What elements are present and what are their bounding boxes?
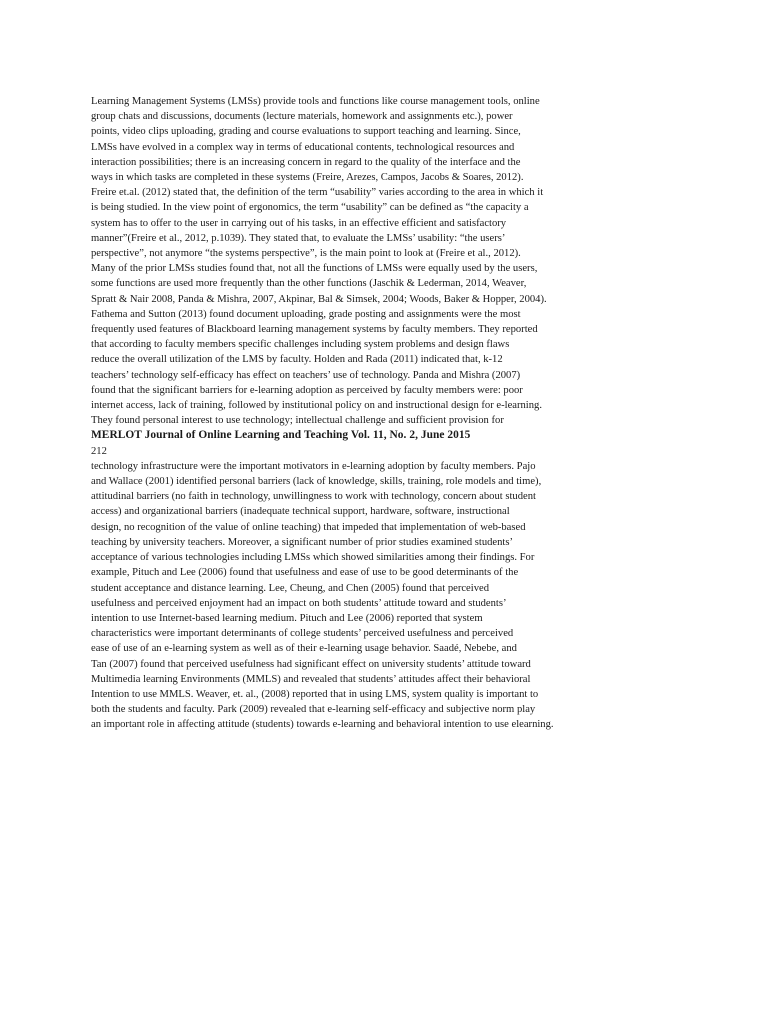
text-line: system has to offer to the user in carrying out of his tasks, in an effective efficient and satisfactory [91,217,507,229]
text-line: usefulness and perceived enjoyment had an impact on both students’ attitude toward and students’ [91,597,507,609]
text-line: internet access, lack of training, followed by institutional policy on and instructional design for e-learning. [91,400,542,412]
paragraph-block-1 [91,94,651,428]
text-line: and Wallace (2001) identified personal barriers (lack of knowledge, skills, training, role models and time), [91,476,542,488]
text-line: They found personal interest to use technology; intellectual challenge and sufficient provision for [91,415,504,427]
text-line: group chats and discussions, documents (lecture materials, homework and assignments etc.), power [91,111,513,123]
text-line: Freire et.al. (2012) stated that, the definition of the term “usability” varies according to the area in which it [91,187,544,199]
text-line: is being studied. In the view point of ergonomics, the term “usability” can be defined as “the capacity a [91,202,529,214]
text-line: perspective”, not anymore “the systems perspective”, is the main point to look at (Freire et al., 2012). [91,248,521,260]
text-line: teachers’ technology self-efficacy has effect on teachers’ use of technology. Panda and Mishra (2007) [91,369,521,381]
text-line: Learning Management Systems (LMSs) provide tools and functions like course management tools, online [91,96,540,107]
text-line: Spratt & Nair 2008, Panda & Mishra, 2007, Akpinar, Bal & Simsek, 2004; Woods, Baker & Hopper, 2004). [91,293,547,305]
text-line: design, no recognition of the value of online teaching) that impeded that implementation of web-based [91,521,526,533]
text-line: Intention to use MMLS. Weaver, et. al., (2008) reported that in using LMS, system quality is important to [91,688,539,700]
text-line: ease of use of an e-learning system as well as of their e-learning usage behavior. Saadé, Nebebe, and [91,643,517,655]
text-line: found that the significant barriers for e-learning adoption as perceived by faculty members were: poor [91,384,523,396]
text-line: manner”(Freire et al., 2012, p.1039). They stated that, to evaluate the LMSs’ usability: “the users’ [91,232,506,244]
text-line: attitudinal barriers (no faith in technology, unwillingness to work with technology, concern about student [91,491,536,503]
text-line: ways in which tasks are completed in these systems (Freire, Arezes, Campos, Jacobs & Soares, 2012). [91,172,524,184]
text-line: Fathema and Sutton (2013) found document uploading, grade posting and assignments were the most [91,308,521,320]
text-line: technology infrastructure were the important motivators in e-learning adoption by faculty members. Pajo [91,460,536,472]
text-line: characteristics were important determinants of college students’ perceived usefulness and perceived [91,628,514,640]
text-line: interaction possibilities; there is an increasing concern in regard to the quality of the interface and the [91,156,521,168]
document-page [91,94,651,733]
text-line: that according to faculty members specific challenges including system problems and design flaws [91,339,510,351]
text-line: Tan (2007) found that perceived usefulness had significant effect on university students’ attitude toward [91,658,531,670]
text-line: Multimedia learning Environments (MMLS) and revealed that students’ attitudes affect their behavioral [91,673,531,685]
text-line: intention to use Internet-based learning medium. Pituch and Lee (2006) reported that system [91,612,483,624]
page-number: 212 [91,445,107,457]
text-line: acceptance of various technologies including LMSs which showed similarities among their findings. For [91,552,535,564]
text-line: LMSs have evolved in a complex way in terms of educational contents, technological resources and [91,141,515,153]
text-line: both the students and faculty. Park (2009) revealed that e-learning self-efficacy and subjective norm play [91,704,536,716]
text-line: an important role in affecting attitude (students) towards e-learning and behavioral intention to use elearning. [91,719,554,731]
text-line: points, video clips uploading, grading and course evaluations to support teaching and learning. Since, [91,126,521,138]
text-line: teaching by university teachers. Moreover, a significant number of prior studies examined students’ [91,536,514,548]
text-line: Many of the prior LMSs studies found that, not all the functions of LMSs were equally used by the users, [91,263,538,275]
text-line: frequently used features of Blackboard learning management systems by faculty members. They reported [91,324,538,336]
text-line: some functions are used more frequently than the other functions (Jaschik & Lederman, 2014, Weaver, [91,278,527,290]
text-line: example, Pituch and Lee (2006) found that usefulness and ease of use to be good determinants of the [91,567,519,579]
text-line: reduce the overall utilization of the LMS by faculty. Holden and Rada (2011) indicated that, k-12 [91,354,503,366]
text-line: student acceptance and distance learning. Lee, Cheung, and Chen (2005) found that perceived [91,582,489,594]
journal-heading: MERLOT Journal of Online Learning and Teaching Vol. 11, No. 2, June 2015 [91,429,471,442]
paragraph-block-2 [91,459,651,733]
text-line: access) and organizational barriers (inadequate technical support, hardware, software, instructional [91,506,510,518]
